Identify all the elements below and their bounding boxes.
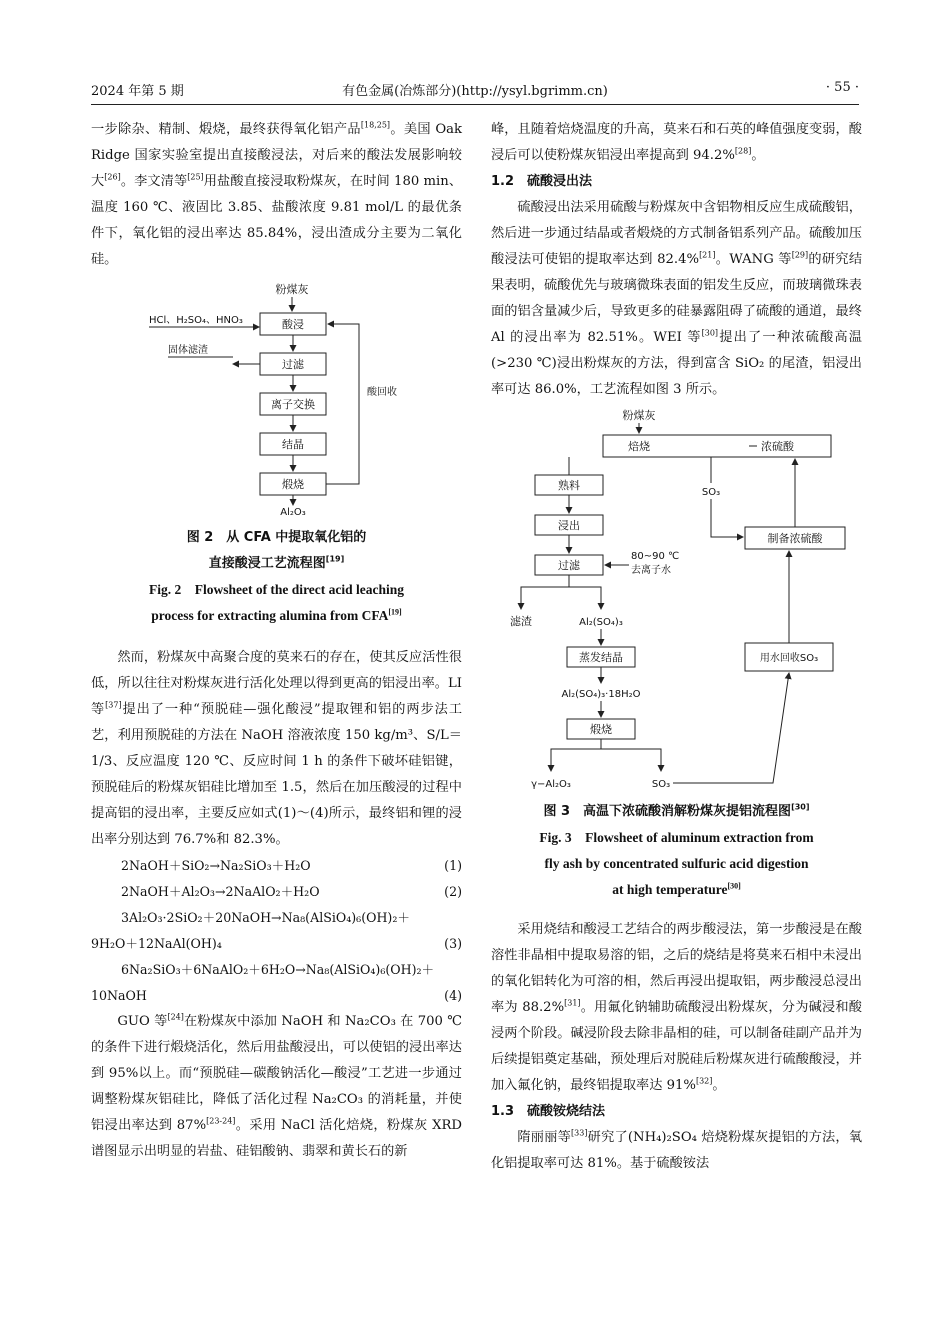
- fig3-leach: 浸出: [558, 519, 580, 532]
- paragraph: GUO 等[24]在粉煤灰中添加 NaOH 和 Na₂CO₃ 在 700 ℃的条件下进行煅烧活化，然后用盐酸浸出，可以使铝的浸出率达到 95%以上。而“预脱硅—碳酸钠活化—酸浸”工艺进一步通过调整粉煤灰铝硅比，降低了活化过程 Na₂CO₃ 的消耗量，并使铝浸出率达到 87%[23-24]。采用 NaCl 活化焙烧，粉煤灰 XRD 谱图显示出明显的岩盐、硅铝酸钠、翡翠和黄长石的新: [91, 1012, 462, 1159]
- citation[interactable]: [28]: [734, 146, 752, 156]
- citation[interactable]: [32]: [695, 1076, 713, 1086]
- citation[interactable]: [33]: [571, 1128, 588, 1138]
- citation[interactable]: [19]: [325, 554, 345, 564]
- paragraph: 硫酸浸出法采用硫酸与粉煤灰中含铝物相反应生成硫酸铝，然后进一步通过结晶或者煅烧的方式制备铝系列产品。硫酸加压酸浸法可使铝的提取率达到 82.4%[21]。WANG 等[29]的研究结果表明，硫酸优先与玻璃微珠表面的铝发生反应，而玻璃微珠表面的铝含量减少后，导致更多的硅暴露阻碍了硫酸的通道，最终 Al 的浸出率为 82.51%。WEI 等[30]提出了一种浓硫酸高温(>230 ℃)浸出粉煤灰的方法，得到富含 SiO₂ 的尾渣，铝浸出率可达 86.0%，工艺流程如图 3 所示。: [491, 200, 863, 397]
- citation[interactable]: [30]: [701, 328, 719, 338]
- paragraph: 峰，且随着焙烧温度的升高，莫来石和石英的峰值强度变弱，酸浸后可以使粉煤灰铝浸出率提高到 94.2%[28]。: [491, 122, 862, 163]
- fig2-product: Al₂O₃: [280, 507, 306, 517]
- section-heading: 1.3 硫酸铵烧结法: [491, 1104, 606, 1119]
- fig2-leach: 酸浸: [282, 318, 304, 331]
- equation-1: 2NaOH＋SiO₂→Na₂SiO₃＋H₂O (1): [121, 858, 462, 873]
- paragraph: 隋丽丽等[33]研究了(NH₄)₂SO₄ 焙烧粉煤灰提铝的方法，氧化铝提取率可达 81%。基于硫酸铵法: [491, 1128, 863, 1171]
- fig3-filter: 过滤: [558, 559, 580, 572]
- fig3-roast: 焙烧: [628, 440, 650, 453]
- journal-title: 有色金属(冶炼部分)(http://ysyl.bgrimm.cn): [342, 84, 608, 99]
- fig2-residue: 固体滤渣: [168, 345, 208, 356]
- fig3-caption-en: Fig. 3 Flowsheet of aluminum extraction from fly ash by concentrated sulfuric acid digestion at high temperature[30]: [539, 830, 814, 897]
- citation[interactable]: [18,25]: [360, 120, 391, 130]
- citation[interactable]: [30]: [727, 881, 741, 891]
- fig3-h2so4: 浓硫酸: [761, 440, 794, 453]
- citation[interactable]: [24]: [167, 1012, 184, 1022]
- citation[interactable]: [21]: [699, 250, 716, 260]
- fig3-caption-cn: 图 3 高温下浓硫酸消解粉煤灰提铝流程图[30]: [543, 802, 810, 819]
- paragraph: 然而，粉煤灰中高聚合度的莫来石的存在，使其反应活性很低，所以往往对粉煤灰进行活化处理以得到更高的铝浸出率。LI 等[37]提出了一种“预脱硅—强化酸浸”提取锂和铝的两步法工艺，利用预脱硅的方法在 NaOH 溶液浓度 150 kg/m³、S/L＝1/3、反应温度 120 ℃、反应时间 1 h 的条件下破坏硅铝键，预脱硅后的粉煤灰铝硅比增加至 1.5，然后在加压酸浸的过程中提高铝的浸出率，主要反应如式(1)～(4)所示，最终铝和锂的浸出率分别达到 76.7%和 82.3%。: [91, 650, 463, 847]
- fig2-filter: 过滤: [282, 358, 304, 371]
- fig2-ion: 离子交换: [271, 398, 315, 411]
- left-column: [91, 117, 462, 1165]
- citation[interactable]: [26]: [104, 172, 121, 182]
- fig2-recycle: 酸回收: [367, 387, 397, 398]
- fig3-so3b: SO₃: [651, 779, 671, 790]
- fig3-input: 粉煤灰: [622, 409, 656, 422]
- fig3-product: γ−Al₂O₃: [531, 779, 571, 790]
- citation[interactable]: [37]: [105, 700, 122, 710]
- equation-4: 6Na₂SiO₃＋6NaAlO₂＋6H₂O→Na₈(AlSiO₄)₆(OH)₂＋: [121, 962, 435, 977]
- fig3-evap: 蒸发结晶: [579, 651, 623, 664]
- fig3-so3a: SO₃: [701, 487, 721, 498]
- fig3-residue: 滤渣: [510, 615, 532, 628]
- citation[interactable]: [31]: [564, 998, 581, 1008]
- fig3-alsulf: Al₂(SO₄)₃: [579, 617, 623, 628]
- fig3-clinker: 熟料: [558, 479, 580, 492]
- fig3-make-acid: 制备浓硫酸: [767, 532, 823, 545]
- fig2-crystal: 结晶: [282, 438, 304, 451]
- fig3-water2: 去离子水: [631, 565, 671, 576]
- citation[interactable]: [30]: [791, 802, 810, 812]
- header-rule: [91, 104, 859, 105]
- journal-issue: 2024 年第 5 期: [91, 84, 184, 99]
- citation[interactable]: [19]: [388, 607, 402, 617]
- equation-3-cont: 9H₂O＋12NaAl(OH)₄ (3): [91, 936, 462, 951]
- fig2-caption-cn: 图 2 从 CFA 中提取氧化铝的 直接酸浸工艺流程图[19]: [186, 530, 367, 571]
- fig3-absorb: 用水回收SO₃: [759, 653, 819, 664]
- figure-3: [491, 407, 862, 797]
- fig3-hydrate: Al₂(SO₄)₃·18H₂O: [561, 689, 641, 700]
- fig2-caption-en: Fig. 2 Flowsheet of the direct acid leaching process for extracting alumina from CFA[19]: [148, 582, 405, 623]
- paragraph: 一步除杂、精制、煅烧，最终获得氧化铝产品[18,25]。美国 Oak Ridge 国家实验室提出直接酸浸法，对后来的酸法发展影响较大[26]。李文清等[25]用盐酸直接浸取粉煤灰，在时间 180 min、温度 160 ℃、液固比 3.85、盐酸浓度 9.81 mol/L 的最优条件下，氧化铝的浸出率达 85.84%，浸出渣成分主要为二氧化硅。: [91, 120, 463, 267]
- equation-4-cont: 10NaOH (4): [91, 988, 462, 1003]
- figure-2: [91, 279, 462, 517]
- citation[interactable]: [25]: [187, 172, 204, 182]
- paragraph: 采用烧结和酸浸工艺结合的两步酸浸法，第一步酸浸是在酸溶性非晶相中提取易溶的铝，之后的烧结是将莫来石相中未浸出的氧化铝转化为可溶的相，然后再浸出提取铝，两步酸浸总浸出率为 88.2%[31]。用氟化钠辅助硫酸浸出粉煤灰，分为碱浸和酸浸两个阶段。碱浸阶段去除非晶相的硅，可以制备硅副产品并为后续提铝奠定基础，预处理后对脱硅后粉煤灰进行硫酸酸浸，并加入氟化钠，最终铝提取率达 91%[32]。: [491, 922, 862, 1093]
- fig2-acids: HCl、H₂SO₄、HNO₃: [149, 315, 243, 326]
- fig2-calcine: 煅烧: [282, 478, 304, 491]
- section-heading: 1.2 硫酸浸出法: [491, 174, 593, 189]
- fig2-input: 粉煤灰: [275, 283, 309, 296]
- fig3-calcine: 煅烧: [590, 723, 612, 736]
- equation-3: 3Al₂O₃·2SiO₂＋20NaOH→Na₈(AlSiO₄)₆(OH)₂＋: [121, 910, 410, 925]
- right-column: [491, 117, 862, 1177]
- citation[interactable]: [29]: [791, 250, 809, 260]
- citation[interactable]: [23-24]: [206, 1116, 236, 1126]
- page-number: · 55 ·: [825, 80, 859, 95]
- fig3-water: 80~90 ℃: [631, 551, 680, 562]
- equation-2: 2NaOH＋Al₂O₃→2NaAlO₂＋H₂O (2): [121, 884, 462, 899]
